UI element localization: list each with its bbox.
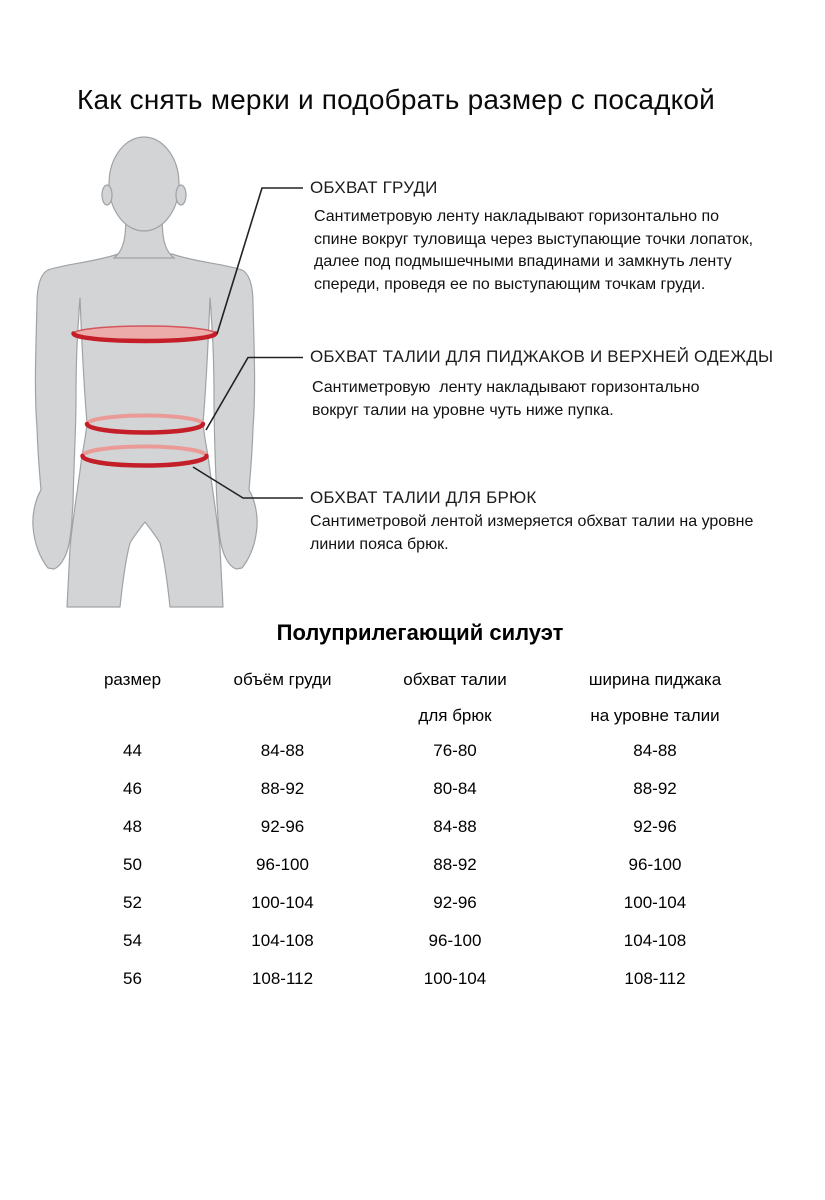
size-table-cell: 88-92 bbox=[433, 855, 477, 874]
description-line: линии пояса брюк. bbox=[310, 535, 449, 553]
size-table-cell: 76-80 bbox=[433, 741, 477, 760]
size-table-cell: 54 bbox=[123, 931, 142, 950]
size-table-cell: 92-96 bbox=[633, 817, 677, 836]
table-title: Полуприлегающий силуэт bbox=[276, 620, 564, 645]
measurement-chest-title: ОБХВАТ ГРУДИ bbox=[310, 178, 438, 197]
size-table-grid bbox=[85, 661, 735, 998]
description-line: спереди, проведя ее по выступающим точкам груди. bbox=[314, 275, 706, 293]
size-table-cell: 96-100 bbox=[256, 855, 309, 874]
size-table-cell: 88-92 bbox=[633, 779, 677, 798]
size-table-cell: 50 bbox=[123, 855, 142, 874]
size-table-cell: 56 bbox=[123, 969, 142, 988]
size-table-header-cell: размер bbox=[103, 670, 162, 689]
size-table-cell: 104-108 bbox=[623, 931, 687, 950]
size-table-header-cell: ширина пиджака bbox=[588, 670, 722, 689]
body-measurement-figure bbox=[10, 128, 310, 613]
size-table-cell: 92-96 bbox=[433, 893, 477, 912]
chest-band bbox=[74, 326, 216, 341]
measurement-jacket-waist-description bbox=[312, 377, 699, 422]
size-table-cell: 100-104 bbox=[251, 893, 314, 912]
size-table-cell: 92-96 bbox=[260, 817, 305, 836]
size-table-cell: 100-104 bbox=[423, 969, 487, 988]
size-table-header-cell: объём груди bbox=[233, 670, 332, 689]
size-table-cell: 96-100 bbox=[428, 931, 482, 950]
size-table-cell: 96-100 bbox=[628, 855, 682, 874]
description-line: Сантиметровую ленту накладывают горизонтально по bbox=[314, 208, 720, 225]
size-table-cell: 88-92 bbox=[260, 779, 305, 798]
measurement-trouser-waist-title: ОБХВАТ ТАЛИИ ДЛЯ БРЮК bbox=[310, 488, 537, 507]
description-line: далее под подмышечными впадинами и замкнуть ленту bbox=[314, 253, 732, 270]
size-table-cell: 84-88 bbox=[433, 817, 477, 836]
measurement-jacket-waist-title: ОБХВАТ ТАЛИИ ДЛЯ ПИДЖАКОВ И ВЕРХНЕЙ ОДЕЖДЫ bbox=[310, 347, 774, 366]
size-table-cell: 48 bbox=[123, 817, 142, 836]
measurement-trouser-waist-description bbox=[310, 511, 753, 556]
size-table-header-cell bbox=[85, 699, 180, 732]
size-table-header-cell bbox=[205, 699, 360, 732]
description-line: вокруг талии на уровне чуть ниже пупка. bbox=[312, 401, 614, 419]
description-line: Сантиметровой лентой измеряется обхват талии на уровне bbox=[310, 513, 754, 530]
size-table-cell: 52 bbox=[123, 893, 142, 912]
size-table-cell: 100-104 bbox=[623, 893, 687, 912]
right-ear bbox=[176, 185, 186, 205]
description-line: Сантиметровую ленту накладывают горизонтально bbox=[312, 379, 700, 396]
head-silhouette bbox=[109, 137, 179, 231]
size-table-cell: 104-108 bbox=[251, 931, 314, 950]
left-ear bbox=[102, 185, 112, 205]
size-table-cell: 108-112 bbox=[624, 969, 686, 988]
size-table-header-cell: для брюк bbox=[418, 705, 492, 725]
size-table-cell: 80-84 bbox=[433, 779, 477, 798]
size-table-cell: 84-88 bbox=[633, 741, 677, 760]
page-title: Как снять мерки и подобрать размер с посадкой bbox=[76, 84, 716, 115]
description-line: спине вокруг туловища через выступающие точки лопаток, bbox=[314, 230, 754, 248]
size-table-header-cell: на уровне талии bbox=[590, 705, 720, 725]
size-table-header-cell: обхват талии bbox=[403, 670, 507, 689]
size-table-cell: 44 bbox=[123, 741, 142, 760]
measurement-chest-description bbox=[314, 206, 753, 296]
size-table-cell: 84-88 bbox=[260, 741, 305, 760]
size-table-cell: 46 bbox=[123, 779, 142, 798]
size-table-cell: 108-112 bbox=[251, 969, 314, 988]
